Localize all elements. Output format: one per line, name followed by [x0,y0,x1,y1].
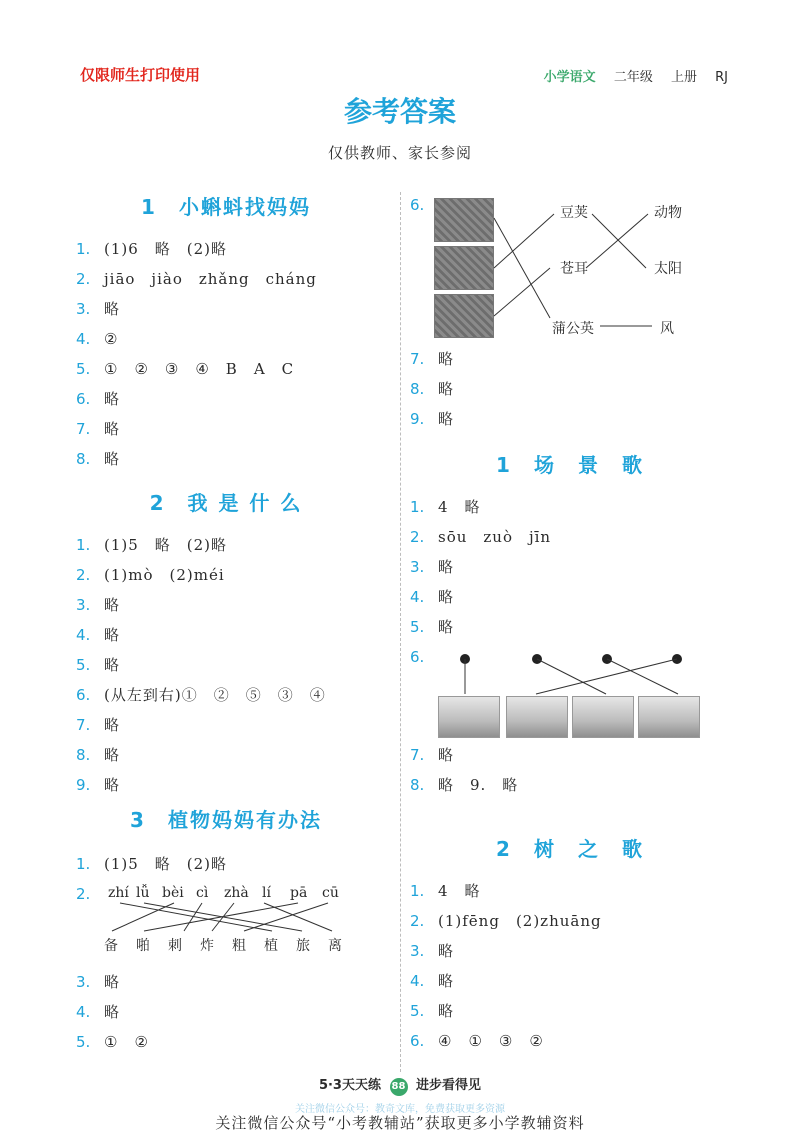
q-num: 1. [76,240,91,258]
scene-picture [506,696,568,738]
answer-row [410,344,730,374]
q-num: 8. [410,776,425,794]
faint-watermark: 关注微信公众号：教奇文库，免费获取更多资源 [295,1104,505,1115]
answer-text: ② [104,330,119,348]
answer-row [410,612,730,642]
subject-label: 小学语文 [543,70,596,85]
answer-text: 略 [104,626,121,644]
answer-text: 略 [104,776,121,794]
lesson-title: 1 小蝌蚪找妈妈 [141,195,311,219]
q-num: 3. [76,596,91,614]
answer-text: 略 [438,558,455,576]
answer-row [410,1026,730,1056]
answer-text: 略 [104,420,121,438]
q-num: 1. [410,882,425,900]
answer-text: (1)mò (2)méi [104,566,225,584]
pinyin-item: zhí [108,885,129,901]
lesson-2 [76,488,376,800]
unit-lesson-1 [410,450,730,800]
page-number: 88 [390,1078,408,1096]
char-item: 离 [328,938,342,954]
answer-row [76,1027,376,1057]
q-num: 6. [410,1032,425,1050]
answer-row [76,680,376,710]
answer-text: 略 [104,450,121,468]
answer-row [76,740,376,770]
q-num: 4. [76,1003,91,1021]
q-num: 5. [410,618,425,636]
lesson-3 [76,805,376,1057]
lesson-1 [76,192,376,474]
answer-row [76,444,376,474]
q-num: 1. [76,536,91,554]
answer-text: 略 [104,390,121,408]
answer-row [410,582,730,612]
char-item: 植 [264,938,278,954]
answer-text: 略 [438,972,455,990]
cocklebur-label: 苍耳 [560,261,588,277]
q-num: 5. [76,1033,91,1051]
slogan: 进步看得见 [416,1078,482,1093]
answer-row [76,264,376,294]
q-num: 2. [76,270,91,288]
answer-row [76,324,376,354]
answer-row [76,967,376,997]
answer-text: 略 [104,746,121,764]
pinyin-item: bèi [162,885,184,901]
q-num: 5. [410,1002,425,1020]
q-num: 5. [76,360,91,378]
answer-text: 略 [438,350,455,368]
answer-text: (从左到右)① ② ⑤ ③ ④ [104,686,326,704]
answer-row [76,620,376,650]
answer-row [410,770,730,800]
answer-text: 略 [438,1002,455,1020]
answer-text: 略 [438,588,455,606]
sun-label: 太阳 [654,261,682,277]
scene-matching [410,642,730,740]
answer-text: 略 [438,746,455,764]
answer-row [76,710,376,740]
answer-text: 4 略 [438,882,481,900]
answer-row [76,234,376,264]
unit-lesson-2 [410,834,730,1056]
q-num: 6. [76,390,91,408]
lesson-3-tail [410,344,730,434]
pinyin-item: pā [290,885,308,901]
lesson-title: 3 植物妈妈有办法 [130,808,322,832]
scene-picture [638,696,700,738]
q-num: 1. [410,498,425,516]
answer-text: 略 [438,380,455,398]
book-info [544,66,728,85]
print-watermark: 仅限师生打印使用 [80,66,201,84]
answer-text: 略 [438,942,455,960]
answer-row [76,849,376,879]
column-divider [400,192,401,1072]
q-num: 3. [410,942,425,960]
answer-text: 略 [104,973,121,991]
lesson-title: 2 树 之 歌 [496,837,644,861]
answer-row [410,740,730,770]
answer-text: 略 [438,618,455,636]
char-item: 旅 [296,938,310,954]
answer-row [76,770,376,800]
q-num: 3. [76,973,91,991]
q-num: 1. [76,855,91,873]
page-subtitle: 仅供教师、家长参阅 [327,144,472,162]
seed-pod-label: 豆荚 [560,205,588,221]
q-num: 7. [410,746,425,764]
answer-text: ① ② [104,1033,149,1051]
q-num: 7. [410,350,425,368]
char-item: 粗 [232,938,246,954]
answer-row [410,522,730,552]
lesson-title: 2 我 是 什 么 [149,491,303,515]
answer-text: ① ② ③ ④ B A C [104,360,295,378]
char-item: 备 [104,938,118,954]
char-item: 炸 [200,938,214,954]
q-num: 8. [76,450,91,468]
answer-text: 略 [104,596,121,614]
answer-row [410,906,730,936]
answer-row [410,374,730,404]
answer-text: 略 9. 略 [438,776,519,794]
q-num: 8. [76,746,91,764]
answer-text: 4 略 [438,498,481,516]
q-num: 2. [410,528,425,546]
answer-row [410,996,730,1026]
answer-row [76,414,376,444]
answer-row [410,876,730,906]
volume-label: 上册 [670,70,697,85]
q-num: 6. [410,648,425,666]
pinyin-item: lǚ [136,885,150,901]
q-num: 7. [76,716,91,734]
q-num: 6. [76,686,91,704]
lesson-title: 1 场 景 歌 [496,453,644,477]
answer-text: (1)fēng (2)zhuāng [438,912,602,930]
series-name: 5·3天天练 [318,1078,381,1093]
scene-picture [438,696,500,738]
pinyin-item: cì [196,885,209,901]
dandelion-label: 蒲公英 [552,321,594,337]
answer-row [76,354,376,384]
answer-text: (1)5 略 (2)略 [104,855,228,873]
q-num: 9. [410,410,425,428]
q-num: 4. [410,588,425,606]
q-num: 3. [76,300,91,318]
page-title: 参考答案 [343,95,456,128]
q-num: 4. [410,972,425,990]
answer-text: 略 [104,716,121,734]
animal-label: 动物 [654,205,682,221]
q-num: 7. [76,420,91,438]
plant-matching [410,192,730,342]
answer-text: 略 [104,656,121,674]
pinyin-item: cū [322,885,339,901]
answer-row [76,997,376,1027]
answer-text: jiāo jiào zhǎng cháng [104,270,317,288]
grade-label: 二年级 [613,70,653,85]
answer-row [410,936,730,966]
answer-row [76,590,376,620]
answer-text: 略 [438,410,455,428]
answer-row [410,966,730,996]
pinyin-item: lí [262,885,271,901]
answer-row [76,294,376,324]
q-num: 6. [410,196,425,214]
answer-row [76,560,376,590]
q-num: 4. [76,330,91,348]
answer-text: sōu zuò jīn [438,528,552,546]
char-item: 啪 [136,938,150,954]
q-num: 4. [76,626,91,644]
page-footer [0,1074,800,1096]
answer-row [76,384,376,414]
pinyin-item: zhà [224,885,249,901]
answer-row [76,650,376,680]
q-num: 9. [76,776,91,794]
answer-text: (1)6 略 (2)略 [104,240,228,258]
answer-text: 略 [104,300,121,318]
q-num: 3. [410,558,425,576]
q-num: 2. [76,566,91,584]
q-num: 8. [410,380,425,398]
pinyin-matching [76,879,376,967]
answer-text: 略 [104,1003,121,1021]
q-num: 5. [76,656,91,674]
q-num: 2. [410,912,425,930]
char-item: 刺 [168,938,182,954]
answer-row [76,530,376,560]
bottom-watermark: 关注微信公众号“小考教辅站”获取更多小学教辅资料 [215,1114,585,1132]
answer-row [410,552,730,582]
answer-row [410,404,730,434]
q-num: 2. [76,885,91,903]
edition-label: RJ [715,70,728,85]
scene-picture [572,696,634,738]
answer-text: ④ ① ③ ② [438,1032,544,1050]
answer-text: (1)5 略 (2)略 [104,536,228,554]
answer-row [410,492,730,522]
wind-label: 风 [660,321,674,337]
